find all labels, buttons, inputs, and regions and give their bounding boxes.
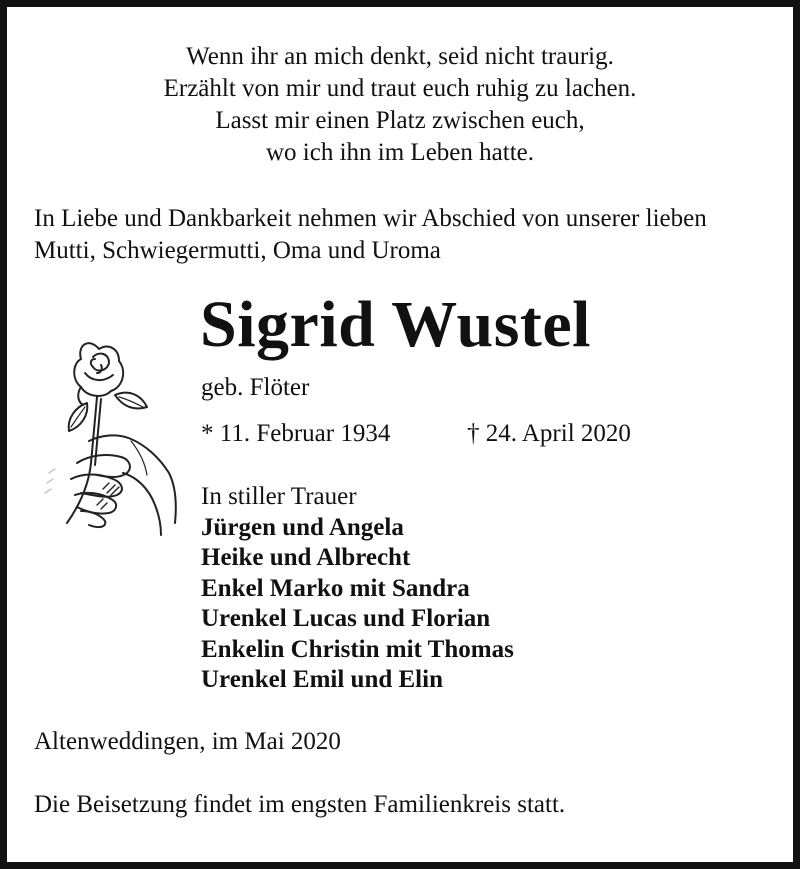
mourner: Urenkel Emil und Elin — [201, 666, 443, 693]
poem-line: Lasst mir einen Platz zwischen euch, — [215, 107, 585, 134]
mourner: Jürgen und Angela — [201, 513, 404, 541]
intro-line: In Liebe und Dankbarkeit nehmen wir Abschied von unserer lieben — [34, 205, 707, 232]
mourner: Heike und Albrecht — [201, 544, 411, 571]
poem-line: Wenn ihr an mich denkt, seid nicht traurig. — [186, 43, 614, 70]
poem-line: wo ich ihn im Leben hatte. — [266, 139, 534, 166]
rose-in-hand-icon — [37, 323, 187, 538]
mourners-heading: In stiller Trauer — [201, 483, 357, 510]
mourner: Enkel Marko mit Sandra — [201, 574, 470, 602]
deceased-name: Sigrid Wustel — [200, 288, 591, 361]
death-date: † 24. April 2020 — [467, 420, 631, 447]
mourner: Enkelin Christin mit Thomas — [201, 635, 514, 663]
birth-date: * 11. Februar 1934 — [201, 420, 391, 447]
birth-name: geb. Flöter — [201, 374, 310, 401]
intro-line: Mutti, Schwiegermutti, Oma und Uroma — [34, 237, 441, 264]
mourner: Urenkel Lucas und Florian — [201, 605, 491, 632]
mourners-list — [201, 482, 514, 696]
burial-note: Die Beisetzung findet im engsten Familienkreis statt. — [34, 791, 566, 818]
poem — [7, 41, 793, 169]
intro-text — [34, 203, 794, 267]
place-date: Altenweddingen, im Mai 2020 — [34, 728, 341, 755]
life-dates — [201, 419, 631, 449]
poem-line: Erzählt von mir und traut euch ruhig zu lachen. — [163, 75, 637, 102]
